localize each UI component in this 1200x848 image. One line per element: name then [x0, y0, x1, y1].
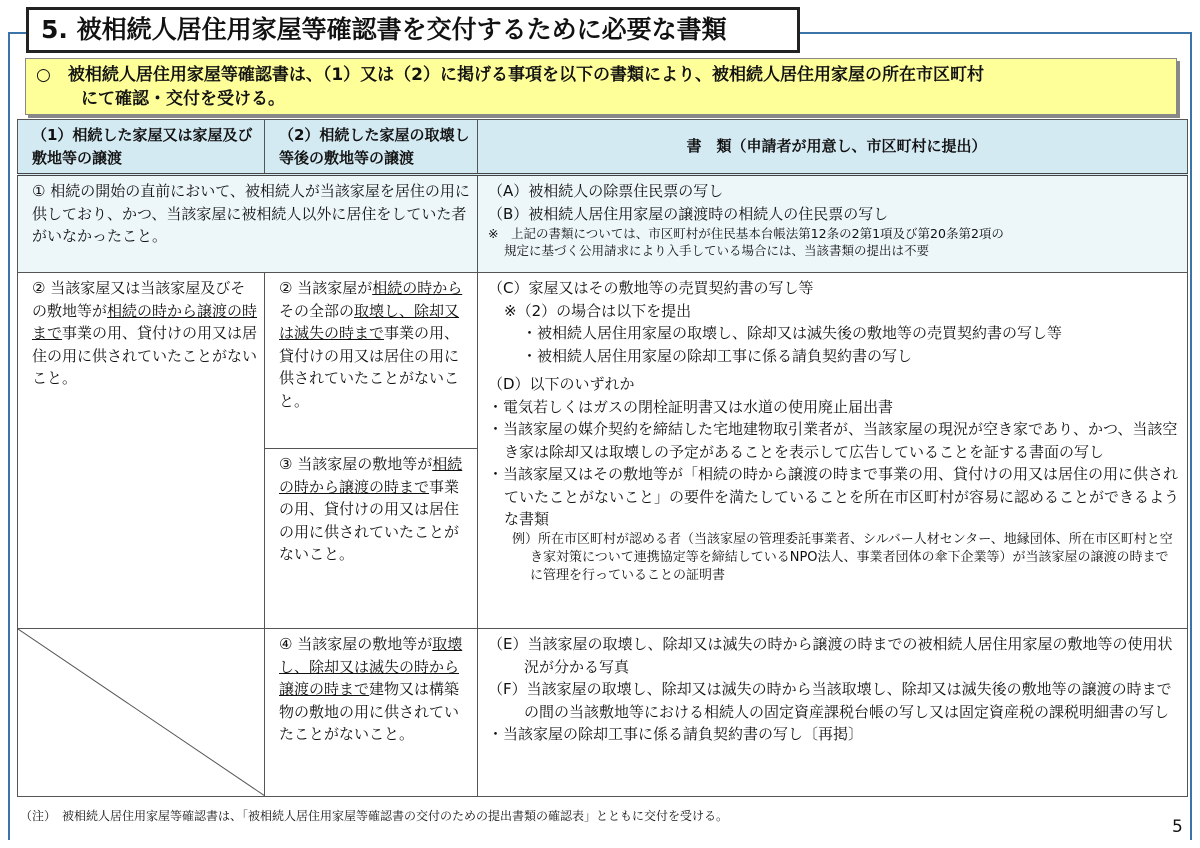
- doc-b: （B）被相続人居住用家屋の譲渡時の相続人の住民票の写し: [488, 204, 889, 223]
- doc-c-item2: ・被相続人居住用家屋の除却工事に係る請負契約書の写し: [522, 346, 913, 365]
- doc-e: （E）当該家屋の取壊し、除却又は滅失の時から譲渡の時までの被相続人居住用家屋の敷地等の使用状況が分かる写真: [488, 635, 1173, 676]
- doc-note-2: 規定に基づく公用請求により入手している場合には、当該書類の提出は不要: [504, 243, 930, 258]
- doc-c-item1: ・被相続人居住用家屋の取壊し、除却又は滅失後の敷地等の売買契約書の写し等: [522, 324, 1063, 342]
- doc-d: （D）以下のいずれか: [488, 375, 635, 393]
- empty-slash-cell: [18, 629, 265, 797]
- header-col2: （2）相続した家屋の取壊し等後の敷地等の譲渡: [265, 120, 478, 175]
- doc-d-item2: ・当該家屋の媒介契約を締結した宅地建物取引業者が、当該家屋の現況が空き家であり、かつ、当該空き家は除却又は取壊しの予定があることを表示して広告していることを証する書面の写し: [488, 420, 1178, 461]
- condition-1: ① 相続の開始の直前において、被相続人が当該家屋を居住の用に供しており、かつ、当該家屋に被相続人以外に居住をしていた者がいなかったこと。: [18, 175, 478, 273]
- doc-d-item1: ・電気若しくはガスの閉栓証明書又は水道の使用廃止届出書: [488, 397, 894, 416]
- left-frame-line: [8, 32, 10, 840]
- footnote: （注） 被相続人居住用家屋等確認書は、「被相続人居住用家屋等確認書の交付のための提出書類の確認表」とともに交付を受ける。: [20, 809, 729, 823]
- doc-c-sub: ※（2）の場合は以下を提出: [504, 301, 692, 320]
- top-frame-line-left: [8, 32, 28, 34]
- right-frame-line: [1190, 32, 1192, 840]
- diagonal-line: [18, 629, 265, 796]
- condition-4: ④ 当該家屋の敷地等が取壊し、除却又は滅失の時から譲渡の時まで建物又は構築物の敷地の用に供されていたことがないこと。: [265, 629, 478, 797]
- docs-row3: [478, 629, 1188, 797]
- doc-g: ・当該家屋の除却工事に係る請負契約書の写し〔再掲〕: [488, 725, 864, 743]
- page-number: 5: [1172, 817, 1183, 837]
- header-col1: （1）相続した家屋又は家屋及び敷地等の譲渡: [18, 120, 265, 175]
- notice-line2: にて確認・交付を受ける。: [81, 89, 285, 109]
- doc-f: （F）当該家屋の取壊し、除却又は滅失の時から当該取壊し、除却又は滅失後の敷地等の譲渡の時までの間の当該敷地等における相続人の固定資産課税台帳の写し又は固定資産税の課税明細書の写し: [488, 680, 1172, 721]
- docs-row2: [478, 273, 1188, 629]
- doc-a: （A）被相続人の除票住民票の写し: [488, 182, 724, 200]
- doc-d-example: 例）所在市区町村が認める者（当該家屋の管理委託事業者、シルバー人材センター、地縁団体、所在市区町村と空き家対策について連携協定等を締結しているNPO法人、事業者団体の傘下企業等）が当該家屋の譲渡の時までに管理を行っていることの証明書: [512, 531, 1173, 583]
- condition-2-left: ② 当該家屋又は当該家屋及びその敷地等が相続の時から譲渡の時まで事業の用、貸付けの用又は居住の用に供されていたことがないこと。: [18, 273, 265, 629]
- doc-c: （C）家屋又はその敷地等の売買契約書の写し等: [488, 279, 814, 297]
- notice-box: [25, 58, 1177, 115]
- page-title: 5. 被相続人居住用家屋等確認書を交付するために必要な書類: [26, 7, 800, 53]
- doc-d-item3: ・当該家屋又はその敷地等が「相続の時から譲渡の時まで事業の用、貸付けの用又は居住の用に供されていたことがないこと」の要件を満たしていることを所在市区町村が容易に認めることができるような書類: [488, 465, 1180, 528]
- doc-note-1: ※ 上記の書類については、市区町村が住民基本台帳法第12条の2第1項及び第20条第2項の: [488, 226, 1004, 241]
- top-frame-line-right: [800, 32, 1192, 34]
- condition-2-right: ② 当該家屋が相続の時からその全部の取壊し、除却又は滅失の時まで事業の用、貸付けの用又は居住の用に供されていたことがないこと。: [265, 273, 478, 449]
- header-col3: 書 類（申請者が用意し、市区町村に提出）: [478, 120, 1188, 175]
- notice-line1: ○ 被相続人居住用家屋等確認書は、（1）又は（2）に掲げる事項を以下の書類により、被相続人居住用家屋の所在市区町村: [36, 65, 984, 85]
- condition-3: ③ 当該家屋の敷地等が相続の時から譲渡の時まで事業の用、貸付けの用又は居住の用に供されていたことがないこと。: [265, 449, 478, 629]
- requirements-table: [17, 119, 1188, 797]
- docs-row1: [478, 175, 1188, 273]
